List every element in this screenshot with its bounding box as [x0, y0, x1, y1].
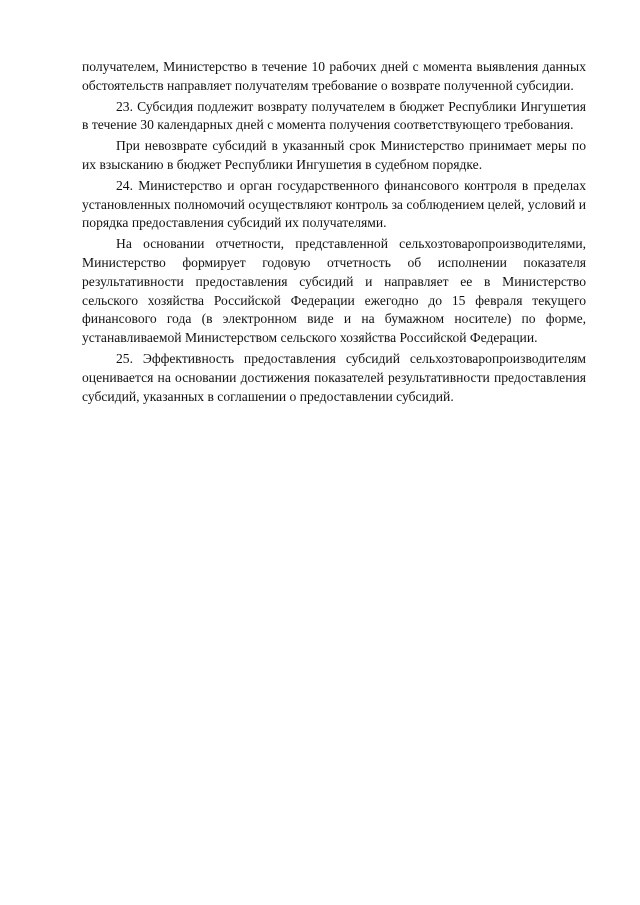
- paragraph-23: 23. Субсидия подлежит возврату получателем в бюджет Республики Ингушетия в течение 30 календарных дней с момента получения соответствующего требования.: [82, 98, 586, 133]
- paragraph-24: 24. Министерство и орган государственного финансового контроля в пределах установленных полномочий осуществляют контроль за соблюдением целей, условий и порядка предоставления субсидий их получателями.: [82, 177, 586, 231]
- paragraph-24-reporting: На основании отчетности, представленной сельхозтоваропроизводителями, Министерство формирует годовую отчетность об исполнении показателя результативности предоставления субсидий и направляет ее в Министерство сельского хозяйства Российской Федерации ежегодно до 15 февраля текущего финансового года (в электронном виде и на бумажном носителе) по форме, устанавливаемой Министерством сельского хозяйства Российской Федерации.: [82, 236, 586, 346]
- paragraph-23-enforcement: При невозврате субсидий в указанный срок Министерство принимает меры по их взысканию в бюджет Республики Ингушетия в судебном порядке.: [82, 138, 586, 172]
- paragraph-25: 25. Эффективность предоставления субсидий сельхозтоваропроизводителям оценивается на основании достижения показателей результативности предоставления субсидий, указанных в соглашении о предоставлении субсидий.: [82, 350, 586, 404]
- document-body: [82, 58, 586, 406]
- paragraph-continuation: получателем, Министерство в течение 10 рабочих дней с момента выявления данных обстоятельств направляет получателям требование о возврате полученной субсидии.: [82, 59, 586, 93]
